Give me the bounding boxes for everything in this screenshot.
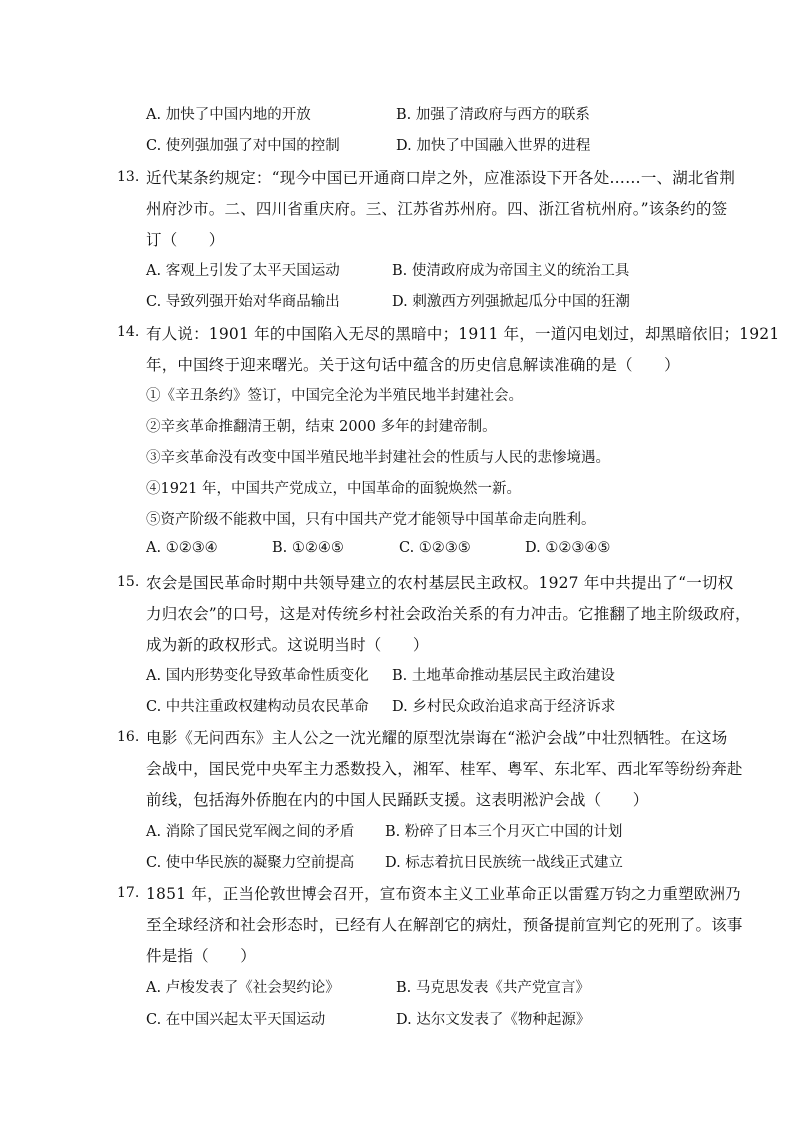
q13-stem-line-1: 近代某条约规定：“现今中国已开通商口岸之外，应准添设下开各处……一、湖北省荆: [146, 169, 736, 187]
q13-stem-line-3: 订（ ）: [146, 231, 225, 249]
q16-option-d: D. 标志着抗日民族统一战线正式建立: [385, 855, 623, 871]
q14-option-a: A. ①②③④: [146, 540, 218, 556]
q13-option-a: A. 客观上引发了太平天国运动: [146, 263, 340, 279]
q14-number: 14.: [117, 324, 140, 340]
q16-stem-line-3: 前线，包括海外侨胞在内的中国人民踊跃支援。这表明淞沪会战（ ）: [146, 791, 649, 809]
q17-option-b: B. 马克思发表《共产党宣言》: [396, 980, 590, 996]
q15-stem-line-1: 农会是国民革命时期中共领导建立的农村基层民主政权。1927 年中共提出了“一切权: [146, 574, 734, 592]
q16-number: 16.: [117, 729, 140, 745]
q17-option-a: A. 卢梭发表了《社会契约论》: [146, 980, 340, 996]
q14-statement-3: ③辛亥革命没有改变中国半殖民地半封建社会的性质与人民的悲惨境遇。: [146, 450, 610, 466]
q13-option-b: B. 使清政府成为帝国主义的统治工具: [392, 263, 630, 279]
q14-option-b: B. ①②④⑤: [272, 540, 344, 556]
q12-option-d: D. 加快了中国融入世界的进程: [396, 138, 591, 154]
q15-stem-line-3: 成为新的政权形式。这说明当时（ ）: [146, 636, 429, 654]
q12-option-c: C. 使列强加强了对中国的控制: [146, 138, 340, 154]
q14-statement-1: ①《辛丑条约》签订，中国完全沦为半殖民地半封建社会。: [146, 388, 523, 404]
q13-stem-line-2: 州府沙市。二、四川省重庆府。三、江苏省苏州府。四、浙江省杭州府。”该条约的签: [146, 200, 728, 218]
q17-number: 17.: [117, 885, 140, 901]
q15-stem-line-2: 力归农会”的口号，这是对传统乡村社会政治关系的有力冲击。它推翻了地主阶级政府，: [146, 605, 751, 623]
q14-stem-line-1: 有人说：1901 年的中国陷入无尽的黑暗中；1911 年，一道闪电划过，却黑暗依旧；1921: [146, 325, 780, 343]
q16-option-b: B. 粉碎了日本三个月灭亡中国的计划: [385, 824, 623, 840]
q12-option-b: B. 加强了清政府与西方的联系: [396, 107, 590, 123]
q17-stem-line-1: 1851 年，正当伦敦世博会召开，宣布资本主义工业革命正以雷霆万钧之力重塑欧洲乃: [146, 885, 741, 903]
q13-option-d: D. 刺激西方列强掀起瓜分中国的狂潮: [392, 294, 630, 310]
q15-option-d: D. 乡村民众政治追求高于经济诉求: [392, 699, 616, 715]
q16-stem-line-1: 电影《无问西东》主人公之一沈光耀的原型沈崇诲在“淞沪会战”中壮烈牺牲。在这场: [146, 729, 728, 747]
q17-option-d: D. 达尔文发表了《物种起源》: [396, 1012, 591, 1028]
q17-stem-line-3: 件是指（ ）: [146, 947, 256, 965]
q14-statement-4: ④1921 年，中国共产党成立，中国革命的面貌焕然一新。: [146, 481, 522, 497]
q17-option-c: C. 在中国兴起太平天国运动: [146, 1012, 326, 1028]
q14-stem-line-2: 年，中国终于迎来曙光。关于这句话中蕴含的历史信息解读准确的是（ ）: [146, 356, 680, 374]
q16-option-a: A. 消除了国民党军阀之间的矛盾: [146, 824, 355, 840]
q17-stem-line-2: 至全球经济和社会形态时，已经有人在解剖它的病灶，预备提前宣判它的死刑了。该事: [146, 916, 743, 934]
q14-option-d: D. ①②③④⑤: [525, 540, 611, 556]
q15-option-a: A. 国内形势变化导致革命性质变化: [146, 668, 369, 684]
q15-option-b: B. 土地革命推动基层民主政治建设: [392, 668, 615, 684]
q14-option-c: C. ①②③⑤: [399, 540, 471, 556]
q16-option-c: C. 使中华民族的凝聚力空前提高: [146, 855, 355, 871]
q14-statement-2: ②辛亥革命推翻清王朝，结束 2000 多年的封建帝制。: [146, 419, 497, 435]
q15-option-c: C. 中共注重政权建构动员农民革命: [146, 699, 369, 715]
q12-option-a: A. 加快了中国内地的开放: [146, 107, 311, 123]
q14-statement-5: ⑤资产阶级不能救中国，只有中国共产党才能领导中国革命走向胜利。: [146, 512, 596, 528]
q13-number: 13.: [117, 169, 140, 185]
q16-stem-line-2: 会战中，国民党中央军主力悉数投入，湘军、桂军、粤军、东北军、西北军等纷纷奔赴: [146, 760, 743, 778]
q15-number: 15.: [117, 574, 140, 590]
q13-option-c: C. 导致列强开始对华商品输出: [146, 294, 340, 310]
